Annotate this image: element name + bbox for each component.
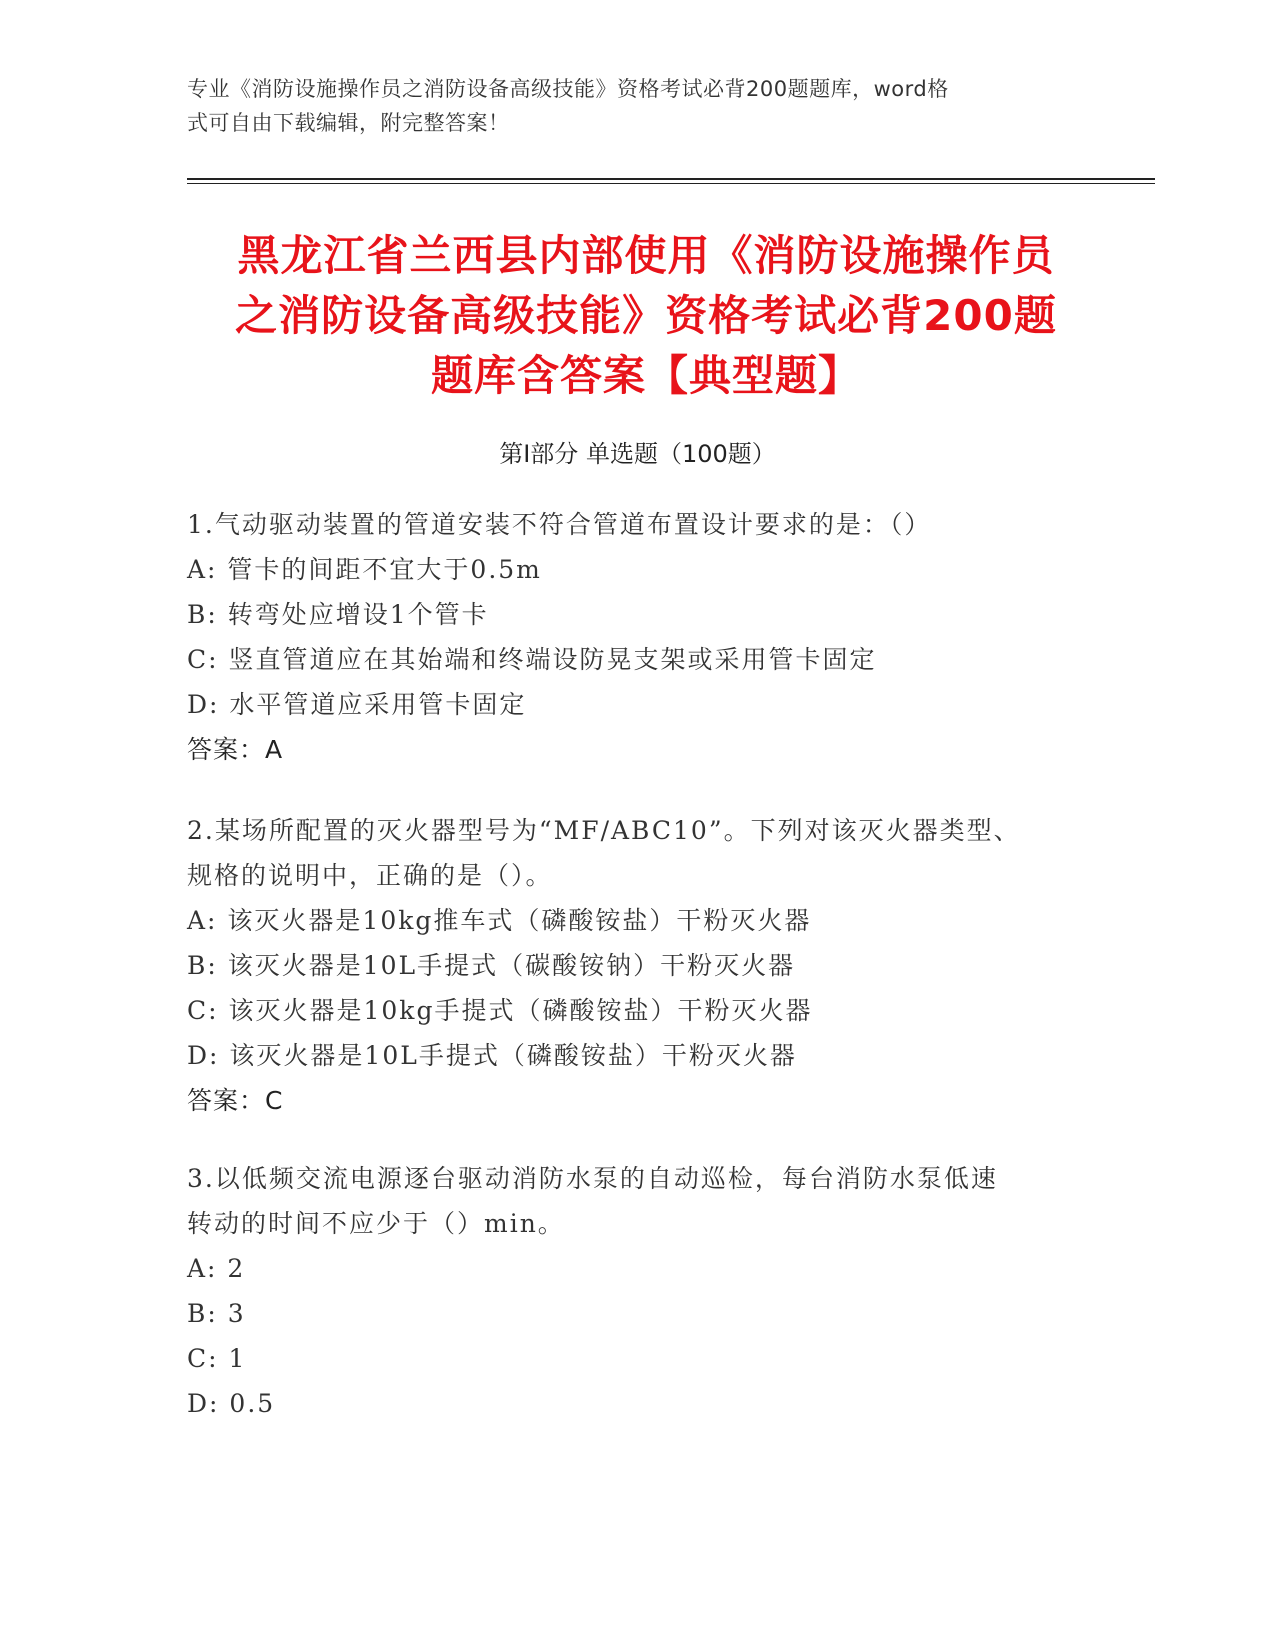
document-title-line: 之消防设备高级技能》资格考试必背200题	[235, 291, 1057, 340]
option-b: B: 3	[187, 1299, 246, 1328]
question-stem: 2.某场所配置的灭火器型号为“MF/ABC10”。下列对该灭火器类型、	[187, 816, 1021, 845]
option-c: C: 1	[187, 1344, 247, 1373]
document-title-line: 黑龙江省兰西县内部使用《消防设施操作员	[237, 231, 1055, 280]
option-a: A: 2	[187, 1254, 246, 1283]
section-heading: 第Ⅰ部分 单选题（100题）	[499, 440, 776, 468]
question-stem: 转动的时间不应少于（）min。	[187, 1209, 565, 1238]
question-stem: 规格的说明中，正确的是（）。	[187, 861, 553, 890]
header-note-line: 式可自由下载编辑，附完整答案！	[187, 111, 510, 135]
option-c: C: 竖直管道应在其始端和终端设防晃支架或采用管卡固定	[187, 645, 877, 674]
document-title-line: 题库含答案【典型题】	[430, 351, 861, 400]
document-title	[196, 226, 1096, 406]
answer-label: 答案：C	[187, 1086, 284, 1115]
option-b: B: 转弯处应增设1个管卡	[187, 600, 489, 629]
option-d: D: 水平管道应采用管卡固定	[187, 690, 527, 719]
answer-label: 答案：A	[187, 735, 284, 764]
header-divider-thin	[187, 183, 1155, 184]
question-3	[187, 1156, 1067, 1426]
question-stem: 3.以低频交流电源逐台驱动消防水泵的自动巡检，每台消防水泵低速	[187, 1164, 998, 1193]
header-note	[187, 72, 1067, 140]
option-b: B: 该灭火器是10L手提式（碳酸铵钠）干粉灭火器	[187, 951, 796, 980]
option-a: A: 该灭火器是10kg推车式（磷酸铵盐）干粉灭火器	[187, 906, 812, 935]
option-d: D: 该灭火器是10L手提式（磷酸铵盐）干粉灭火器	[187, 1041, 797, 1070]
header-note-line: 专业《消防设施操作员之消防设备高级技能》资格考试必背200题题库，word格	[187, 77, 949, 101]
option-a: A: 管卡的间距不宜大于0.5m	[187, 555, 542, 584]
option-d: D: 0.5	[187, 1389, 276, 1418]
option-c: C: 该灭火器是10kg手提式（磷酸铵盐）干粉灭火器	[187, 996, 813, 1025]
header-divider	[187, 178, 1155, 180]
question-stem: 1.气动驱动装置的管道安装不符合管道布置设计要求的是：（）	[187, 510, 932, 539]
question-1	[187, 502, 1067, 772]
question-2	[187, 808, 1067, 1123]
